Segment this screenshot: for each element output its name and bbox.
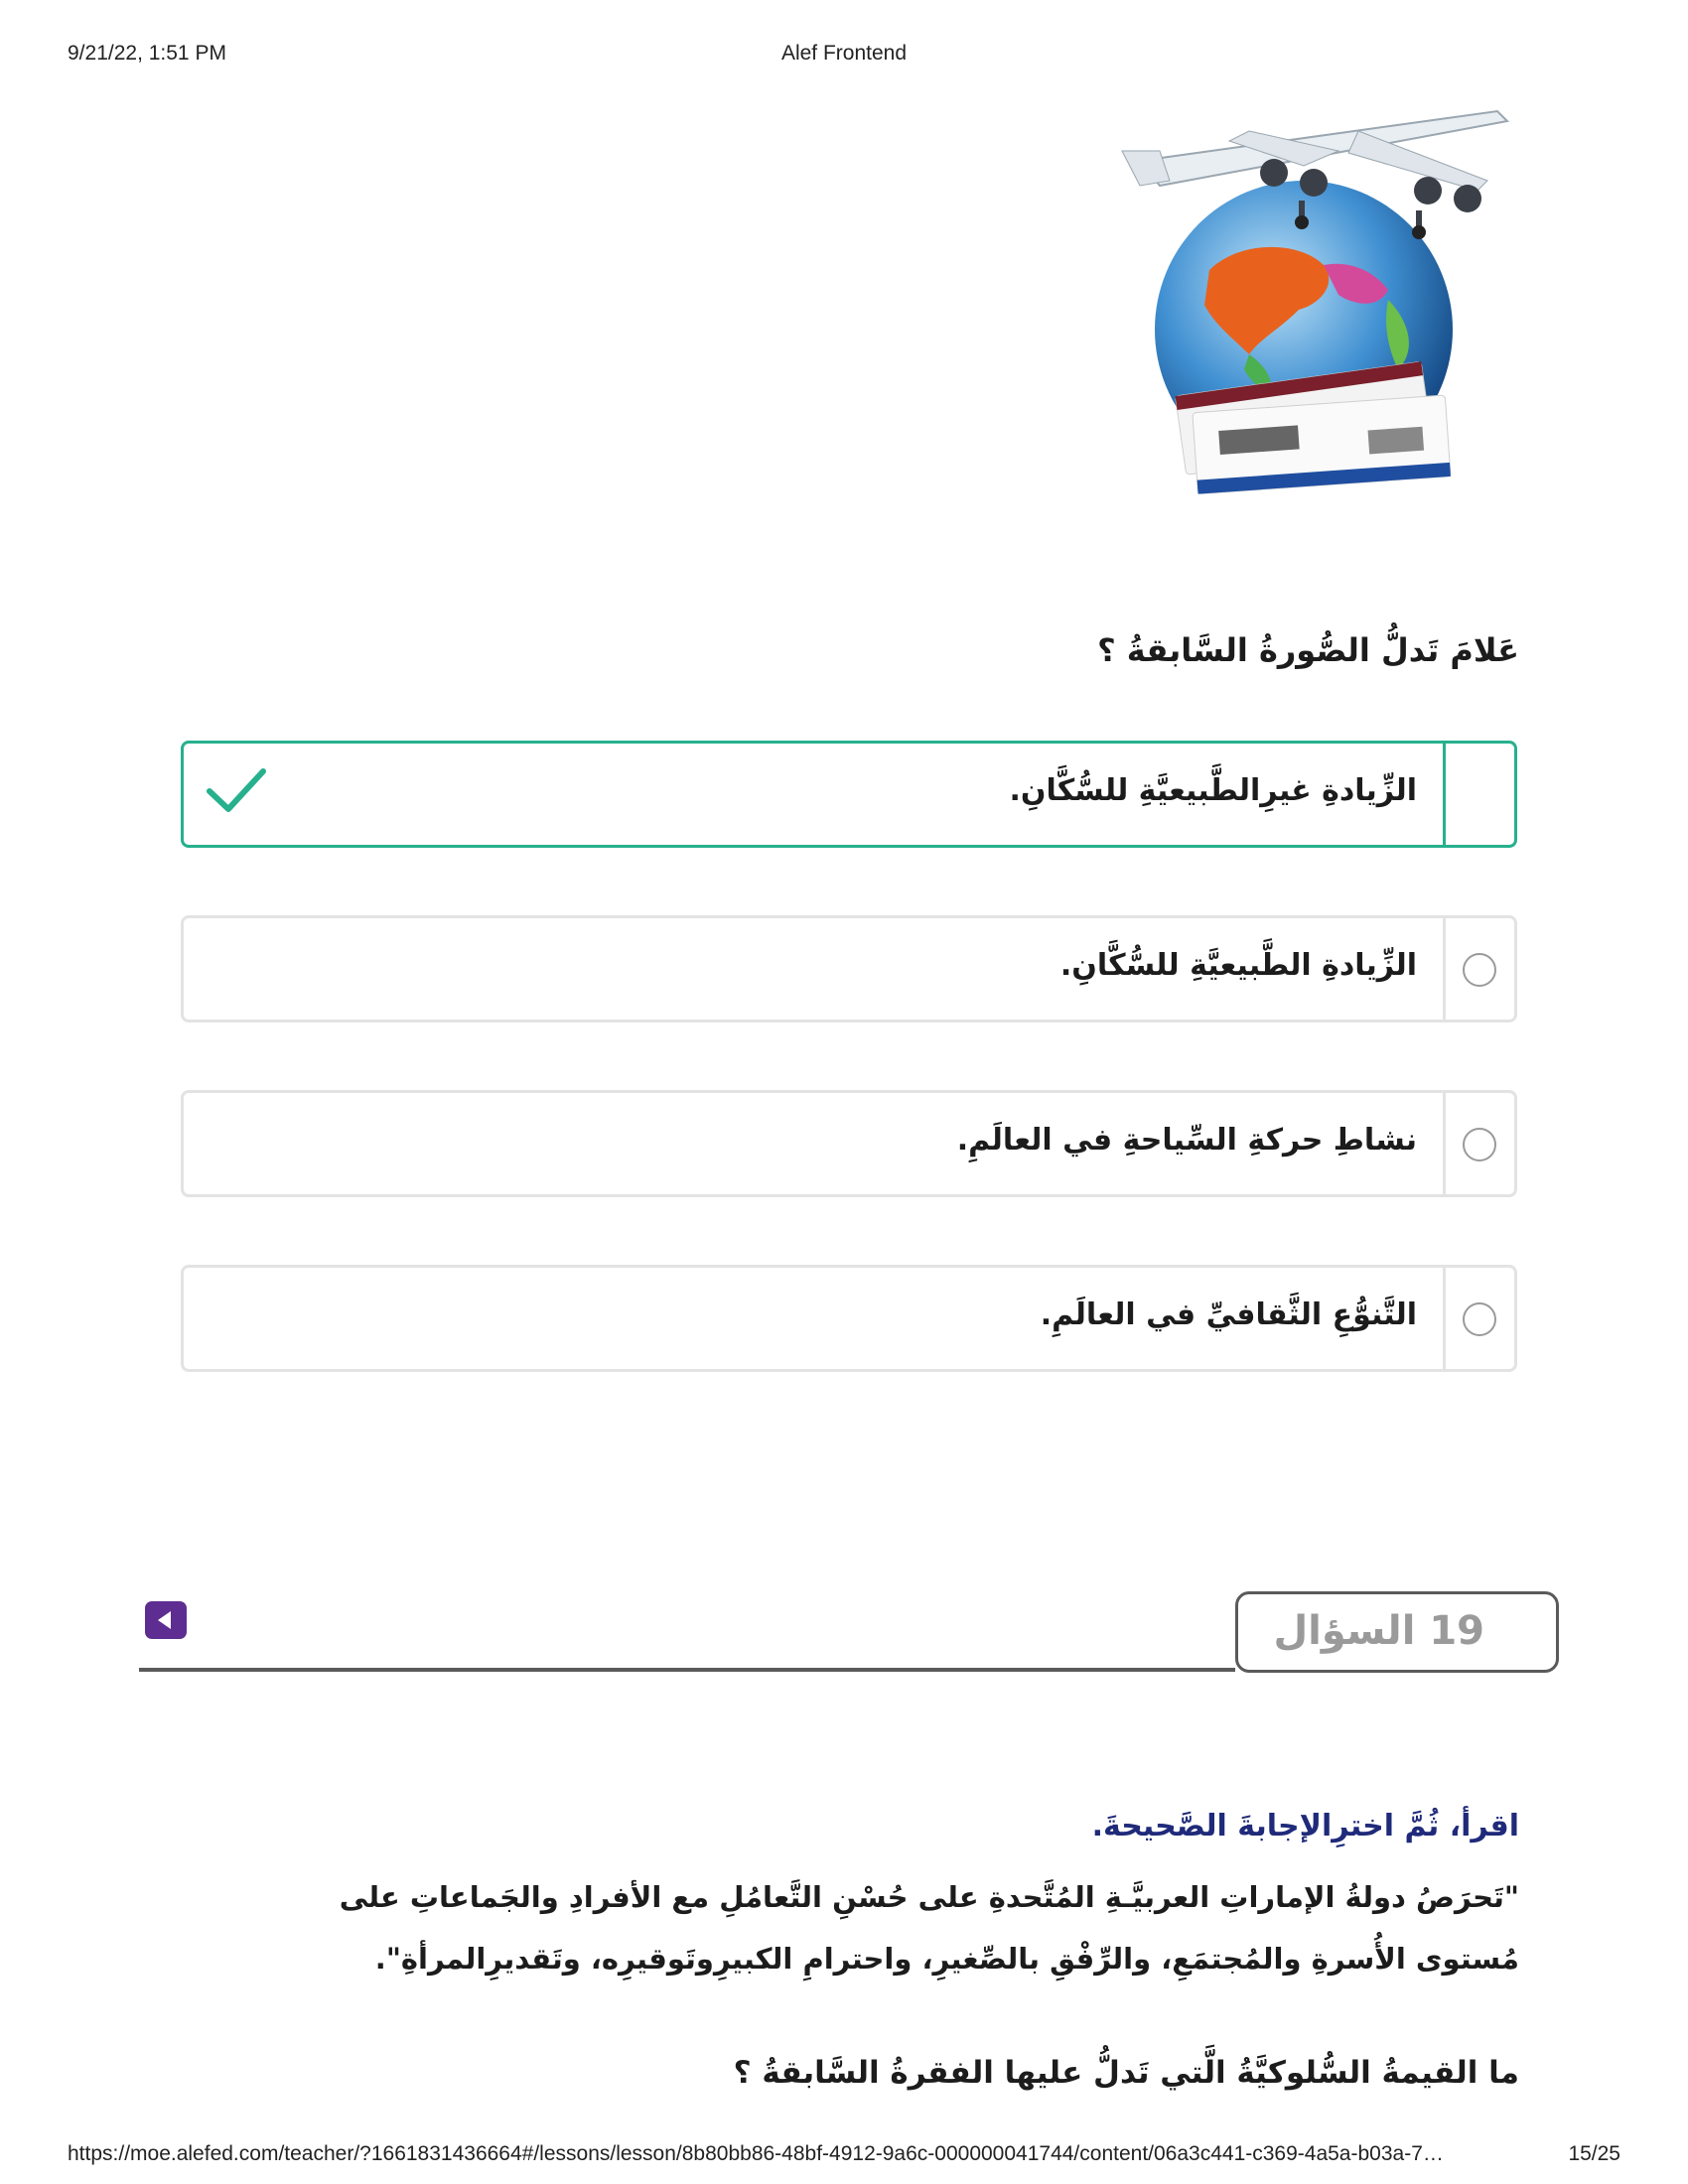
question-number-tab (1235, 1591, 1559, 1673)
answer-option-1[interactable] (181, 741, 1517, 848)
checkmark-icon (202, 761, 271, 821)
answer-option-2[interactable] (181, 915, 1517, 1023)
option-label: الزِّيادةِ الطَّبيعيَّةِ للسُّكَّانِ. (1059, 948, 1417, 983)
print-page-number: 15/25 (1568, 2142, 1620, 2165)
print-footer (0, 2142, 1688, 2172)
print-url: https://moe.alefed.com/teacher/?1661831436664#/lessons/lesson/8b80bb86-48bf-4912-9a6c-000000041744/content/06a3c441-c369-4a5a-b03a-7… (68, 2142, 1444, 2165)
previous-button[interactable] (145, 1601, 187, 1639)
option-label: نشاطِ حركةِ السِّياحةِ في العالَمِ. (956, 1123, 1417, 1158)
answer-option-4[interactable] (181, 1265, 1517, 1372)
radio-icon[interactable] (1463, 1128, 1496, 1161)
question-prompt: عَلامَ تَدلُّ الصُّورةُ السَّابقةُ ؟ (1097, 631, 1519, 669)
radio-icon[interactable] (1463, 1302, 1496, 1336)
option-label: التَّنوُّعِ الثَّقافيِّ في العالَمِ. (1040, 1297, 1417, 1332)
option-selector[interactable] (1443, 918, 1514, 1020)
reading-passage: "تَحرَصُ دولةُ الإماراتِ العربيَّـةِ المُتَّحدةِ على حُسْنِ التَّعامُلِ مع الأفرادِ والجَماعاتِ على مُستوى الأُسرةِ والمُجتمَعِ، والرِّفْقِ بالصِّغيرِ، واحترامِ الكبيرِوتَوقيرِه، وتَقديرِالمرأةِ". (339, 1880, 1519, 1976)
option-label: الزِّيادةِ غيرِالطَّبيعيَّةِ للسُّكَّانِ. (1009, 773, 1417, 808)
airplane-globe-image (1100, 91, 1517, 498)
print-page-title: Alef Frontend (780, 42, 908, 65)
option-selector[interactable] (1443, 1093, 1514, 1194)
section-divider (139, 1668, 1235, 1672)
question-number-label: 19 السؤال (1273, 1608, 1484, 1654)
print-datetime: 9/21/22, 1:51 PM (68, 42, 226, 65)
answer-option-3[interactable] (181, 1090, 1517, 1197)
question-instruction: اقرأ، ثُمَّ اخترِالإجابةَ الصَّحيحةَ. (1091, 1809, 1519, 1843)
print-header (0, 42, 1688, 71)
radio-icon[interactable] (1463, 953, 1496, 987)
caret-left-icon (158, 1611, 171, 1629)
option-selector[interactable] (1443, 1268, 1514, 1369)
option-selector[interactable] (1443, 744, 1514, 845)
question-prompt-19: ما القيمةُ السُّلوكيَّةُ الَّتي تَدلُّ عليها الفقرةُ السَّابقةُ ؟ (733, 2055, 1519, 2091)
